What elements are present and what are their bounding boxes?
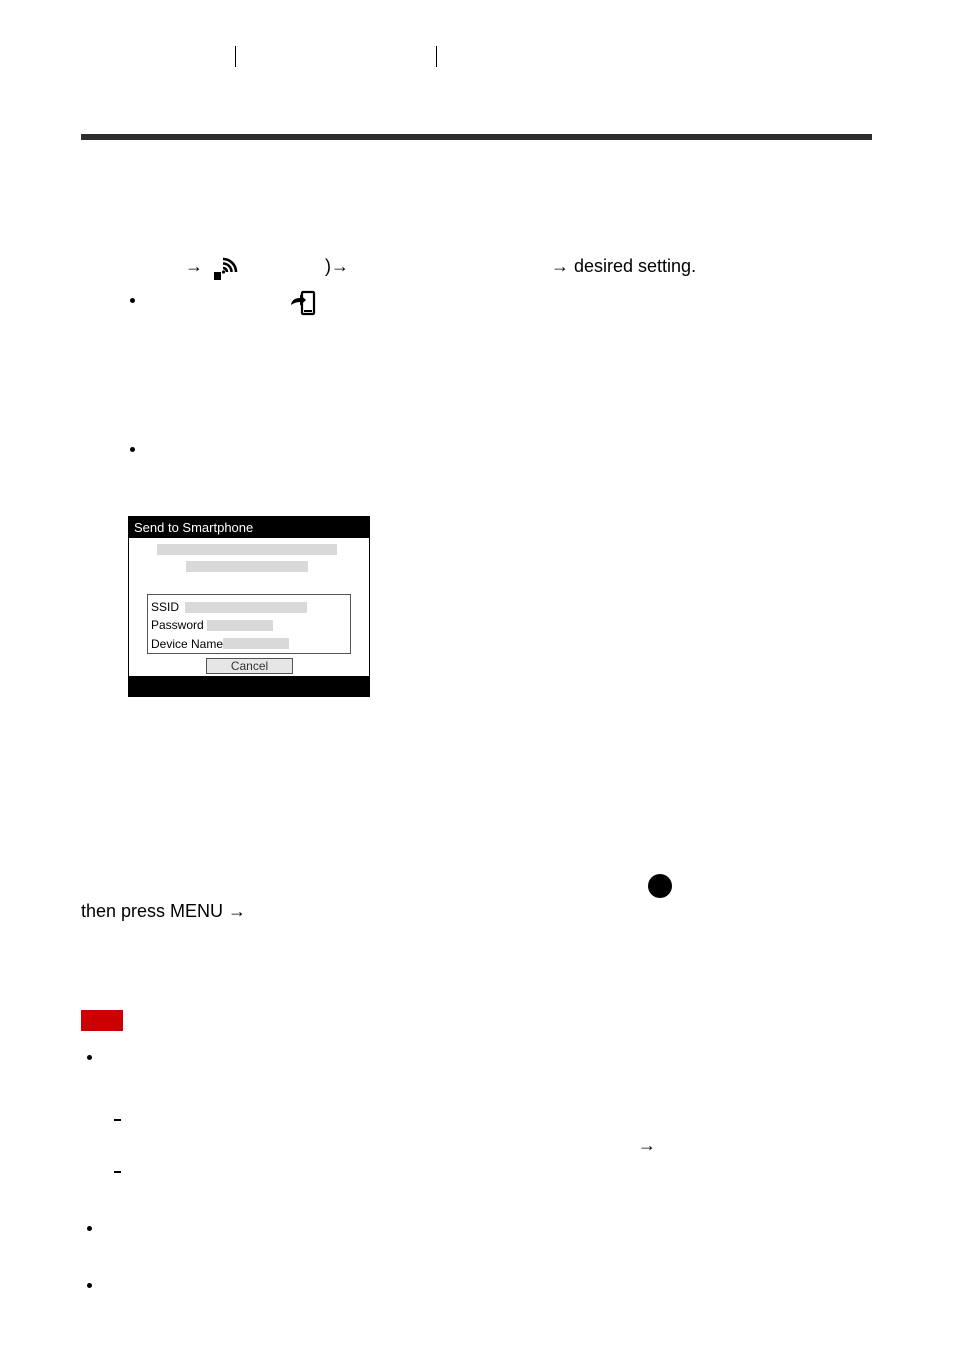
note-badge bbox=[81, 1010, 123, 1031]
connection-info-box bbox=[147, 594, 351, 654]
password-label: Password bbox=[151, 618, 204, 632]
bullet-1 bbox=[130, 298, 135, 303]
password-value bbox=[207, 620, 273, 631]
header-separator-1 bbox=[235, 46, 236, 67]
dialog-footer bbox=[129, 676, 369, 696]
step-arrow-1: → bbox=[185, 256, 203, 276]
dialog-title: Send to Smartphone bbox=[129, 517, 369, 538]
wifi-send-icon bbox=[212, 255, 238, 281]
bullet-2 bbox=[130, 447, 135, 452]
dialog-message-line-2 bbox=[186, 561, 308, 572]
send-to-smartphone-icon bbox=[290, 290, 316, 316]
ssid-value bbox=[185, 602, 307, 613]
note-sub-dash-1 bbox=[114, 1119, 121, 1121]
note-bullet-3 bbox=[87, 1283, 92, 1288]
paragraph-menu-line: then press MENU → bbox=[81, 901, 247, 921]
note-sub-dash-2 bbox=[114, 1171, 121, 1173]
note-bullet-1 bbox=[87, 1055, 92, 1060]
step-desired-setting: → desired setting. bbox=[551, 256, 697, 276]
control-wheel-center-icon bbox=[648, 874, 672, 898]
header-separator-2 bbox=[436, 46, 437, 67]
note-sub-arrow: → bbox=[638, 1135, 656, 1155]
dialog-message-line-1 bbox=[157, 544, 337, 555]
send-to-smartphone-dialog bbox=[128, 516, 370, 697]
device-name-value bbox=[223, 638, 289, 649]
device-name-label: Device Name bbox=[151, 637, 224, 651]
cancel-button[interactable]: Cancel bbox=[206, 658, 293, 674]
step-paren-arrow: )→ bbox=[325, 256, 349, 276]
ssid-label: SSID bbox=[151, 600, 180, 614]
title-rule bbox=[81, 134, 872, 140]
note-bullet-2 bbox=[87, 1226, 92, 1231]
